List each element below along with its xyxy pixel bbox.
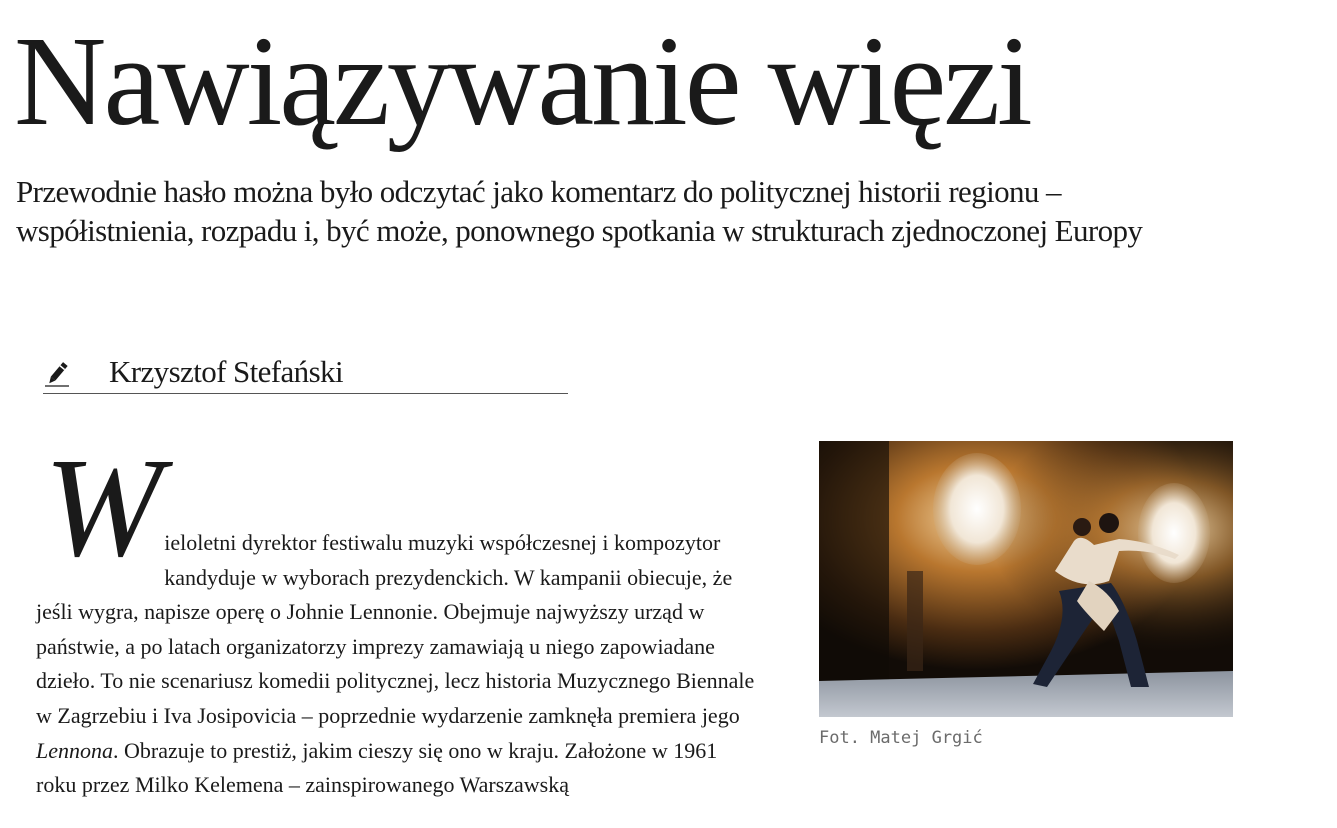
author-name[interactable]: Krzysztof Stefański (109, 354, 343, 389)
article-lead: Przewodnie hasło można było odczytać jako komentarz do politycznej historii regionu – współistnienia, rozpadu i, być może, ponownego spotkania w strukturach zjednoczonej Europy (16, 174, 1143, 248)
author-byline (43, 350, 568, 394)
pencil-icon (43, 360, 71, 388)
stage-photo-illustration (819, 441, 1233, 717)
work-title: Lennona (36, 737, 113, 763)
photo-caption: Fot. Matej Grgić (819, 728, 983, 748)
article-title: Nawiązywanie więzi (14, 10, 1030, 152)
paragraph-text-1: ieloletni dyrektor festiwalu muzyki współczesnej i kompozytor kandyduje w wyborach prezydenckich. W kampanii obiecuje, że jeśli wygra, napisze operę o Johnie Lennonie. Obejmuje najwyższy urząd w państwie, a po latach organizatorzy imprezy zamawiają u niego zapowiadane dzieło. To nie scenariusz komedii politycznej, lecz historia Muzycznego Biennale w Zagrzebiu i Iva Josipovicia – poprzednie wydarzenie zamknęła premiera jego (36, 530, 755, 728)
article-body (36, 428, 756, 803)
paragraph-text-2: . Obrazuje to prestiż, jakim cieszy się ono w kraju. Założone w 1961 roku przez Milko Kelemena – zainspirowanego Warszawską (36, 737, 718, 798)
drop-cap: W (44, 428, 161, 586)
article-photo (819, 441, 1233, 717)
